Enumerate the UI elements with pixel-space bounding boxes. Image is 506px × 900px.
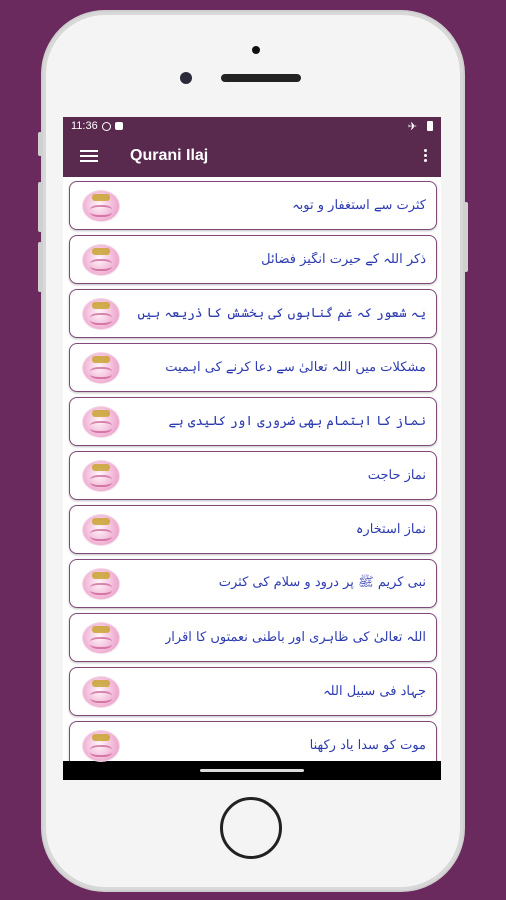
home-button[interactable] bbox=[220, 797, 282, 859]
list-item[interactable] bbox=[69, 289, 437, 338]
airplane-mode-icon: ✈ bbox=[407, 120, 417, 133]
list-item[interactable] bbox=[69, 397, 437, 446]
list-item[interactable] bbox=[69, 613, 437, 662]
list-item[interactable] bbox=[69, 505, 437, 554]
item-thumbnail-icon bbox=[82, 190, 120, 222]
earpiece-speaker bbox=[221, 74, 301, 82]
topic-list bbox=[63, 177, 441, 761]
volume-down-button bbox=[38, 242, 42, 292]
item-label: مشکلات میں اللہ تعالیٰ سے دعا کرنے کی اہمیت bbox=[165, 360, 426, 375]
item-label: ذکر اللہ کے حیرت انگیز فضائل bbox=[261, 252, 426, 267]
app-bar bbox=[63, 135, 441, 177]
app-title: Qurani Ilaj bbox=[130, 147, 209, 164]
item-label: موت کو سدا یاد رکھنا bbox=[309, 738, 426, 753]
status-bar bbox=[63, 117, 441, 135]
item-thumbnail-icon bbox=[82, 676, 120, 708]
item-thumbnail-icon bbox=[82, 730, 120, 762]
status-time: 11:36 bbox=[71, 120, 98, 132]
sd-card-icon bbox=[115, 122, 123, 130]
item-thumbnail-icon bbox=[82, 514, 120, 546]
battery-icon bbox=[427, 121, 433, 131]
gesture-nav-bar bbox=[63, 761, 441, 780]
list-item[interactable] bbox=[69, 235, 437, 284]
item-thumbnail-icon bbox=[82, 622, 120, 654]
list-item[interactable] bbox=[69, 181, 437, 230]
screen bbox=[63, 117, 441, 780]
item-thumbnail-icon bbox=[82, 298, 120, 330]
item-label: نماز حاجت bbox=[367, 468, 426, 483]
list-item[interactable] bbox=[69, 451, 437, 500]
item-label: کثرت سے استغفار و توبہ bbox=[292, 198, 426, 213]
item-label: نبی کریم ﷺ پر درود و سلام کی کثرت bbox=[218, 575, 426, 590]
item-thumbnail-icon bbox=[82, 244, 120, 276]
volume-up-button bbox=[38, 182, 42, 232]
item-label: نماز کا اہتمام بھی ضروری اور کلیدی ہے bbox=[168, 414, 426, 429]
hamburger-menu-icon[interactable] bbox=[80, 150, 98, 162]
list-item[interactable] bbox=[69, 343, 437, 392]
item-thumbnail-icon bbox=[82, 460, 120, 492]
item-label: نماز استخارہ bbox=[355, 522, 426, 537]
power-button bbox=[464, 202, 468, 272]
proximity-sensor bbox=[252, 46, 260, 54]
item-label: یہ شعور کہ غم گناہوں کی بخشش کا ذریعہ ہیں bbox=[137, 306, 426, 321]
item-label: اللہ تعالیٰ کی ظاہری اور باطنی نعمتوں کا اقرار bbox=[165, 630, 426, 645]
mute-switch bbox=[38, 132, 42, 156]
overflow-menu-icon[interactable] bbox=[424, 149, 427, 162]
item-thumbnail-icon bbox=[82, 352, 120, 384]
home-gesture-pill[interactable] bbox=[200, 769, 304, 772]
item-thumbnail-icon bbox=[82, 568, 120, 600]
list-item[interactable] bbox=[69, 559, 437, 608]
item-thumbnail-icon bbox=[82, 406, 120, 438]
list-item[interactable] bbox=[69, 667, 437, 716]
sync-icon bbox=[102, 122, 111, 131]
front-camera bbox=[180, 72, 192, 84]
item-label: جہاد فی سبیل اللہ bbox=[323, 684, 426, 699]
